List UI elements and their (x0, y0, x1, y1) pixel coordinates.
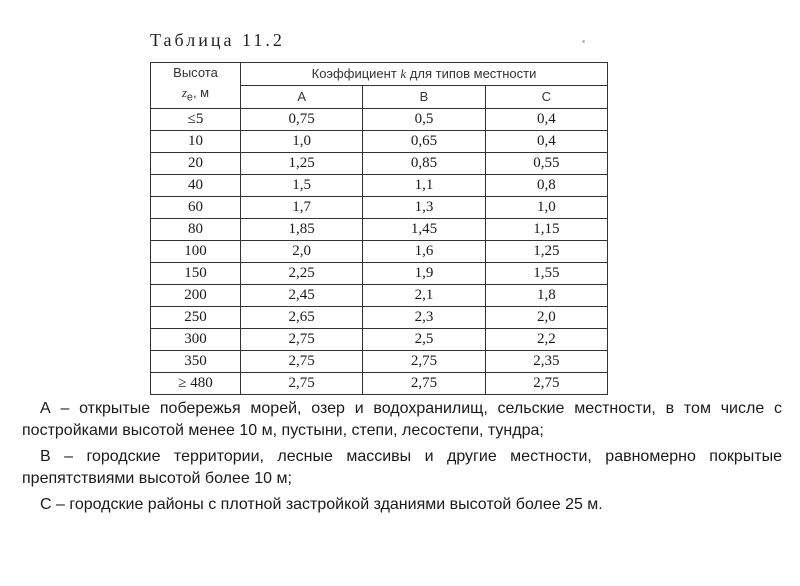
cell-coef-c: 1,55 (485, 262, 607, 284)
cell-coef-a: 2,75 (241, 350, 363, 372)
table-row (151, 372, 608, 394)
table-row (151, 218, 608, 240)
cell-coef-a: 2,0 (241, 240, 363, 262)
cell-coef-a: 2,25 (241, 262, 363, 284)
cell-coef-c: 0,8 (485, 174, 607, 196)
cell-height: 200 (151, 284, 241, 306)
cell-coef-c: 0,55 (485, 152, 607, 174)
height-header-unit: , м (192, 85, 210, 100)
cell-coef-b: 2,1 (363, 284, 485, 306)
cell-coef-b: 2,75 (363, 350, 485, 372)
cell-coef-a: 1,25 (241, 152, 363, 174)
cell-height: 100 (151, 240, 241, 262)
table-row (151, 108, 608, 130)
cell-height: 20 (151, 152, 241, 174)
cell-coef-a: 2,65 (241, 306, 363, 328)
cell-height: 350 (151, 350, 241, 372)
cell-coef-b: 1,9 (363, 262, 485, 284)
cell-coef-b: 1,3 (363, 196, 485, 218)
coef-header-post: для типов местности (406, 66, 537, 82)
note-terrain-c (22, 494, 782, 516)
cell-height: 40 (151, 174, 241, 196)
coef-header-var: k (400, 66, 407, 82)
cell-height: 150 (151, 262, 241, 284)
cell-coef-a: 1,5 (241, 174, 363, 196)
cell-height: 250 (151, 306, 241, 328)
table-row (151, 328, 608, 350)
coefficient-table (150, 62, 608, 395)
scan-speck (582, 40, 585, 43)
coef-header-pre: Коэффициент (311, 66, 401, 82)
cell-coef-b: 2,75 (363, 372, 485, 394)
cell-height: ≥ 480 (151, 372, 241, 394)
note-terrain-a (22, 398, 782, 442)
cell-coef-b: 0,85 (363, 152, 485, 174)
cell-coef-c: 0,4 (485, 108, 607, 130)
cell-coef-c: 2,75 (485, 372, 607, 394)
cell-coef-a: 1,7 (241, 196, 363, 218)
cell-coef-b: 1,6 (363, 240, 485, 262)
table-row (151, 350, 608, 372)
note-c-text: С – городские районы с плотной застройкой зданиями высотой более 25 м. (40, 496, 603, 513)
cell-height: 10 (151, 130, 241, 152)
terrain-header-a: A (241, 85, 363, 108)
cell-coef-b: 2,5 (363, 328, 485, 350)
table-row (151, 196, 608, 218)
cell-height: 60 (151, 196, 241, 218)
cell-coef-c: 2,35 (485, 350, 607, 372)
height-header-symbol: z (181, 85, 187, 100)
cell-coef-a: 0,75 (241, 108, 363, 130)
cell-coef-c: 2,2 (485, 328, 607, 350)
table-row (151, 174, 608, 196)
terrain-header-b: B (363, 85, 485, 108)
cell-coef-b: 0,65 (363, 130, 485, 152)
note-b-text: В – городские территории, лесные массивы и другие местности, равномерно покрытые препятствиями высотой более 10 м; (22, 448, 782, 487)
cell-coef-a: 1,85 (241, 218, 363, 240)
table-body (151, 108, 608, 394)
note-terrain-b (22, 446, 782, 490)
cell-height: 300 (151, 328, 241, 350)
cell-coef-c: 1,15 (485, 218, 607, 240)
cell-coef-c: 1,8 (485, 284, 607, 306)
table-row (151, 306, 608, 328)
height-header-subscript: e (186, 91, 193, 104)
cell-coef-c: 0,4 (485, 130, 607, 152)
terrain-header-c: C (485, 85, 607, 108)
cell-coef-a: 2,45 (241, 284, 363, 306)
table-row (151, 284, 608, 306)
cell-coef-b: 1,45 (363, 218, 485, 240)
cell-coef-b: 1,1 (363, 174, 485, 196)
cell-height: ≤5 (151, 108, 241, 130)
table-header-row-1 (151, 63, 608, 86)
coefficient-group-header (241, 63, 608, 86)
cell-coef-b: 2,3 (363, 306, 485, 328)
cell-height: 80 (151, 218, 241, 240)
cell-coef-a: 2,75 (241, 328, 363, 350)
table-row (151, 152, 608, 174)
height-header-label: Высота (173, 65, 218, 80)
height-column-header (151, 63, 241, 109)
table-row (151, 262, 608, 284)
cell-coef-c: 1,25 (485, 240, 607, 262)
note-a-text: А – открытые побережья морей, озер и водохранилищ, сельские местности, в том числе с постройками высотой менее 10 м, пустыни, степи, лесостепи, тундра; (22, 400, 782, 439)
table-row (151, 130, 608, 152)
cell-coef-a: 2,75 (241, 372, 363, 394)
table-row (151, 240, 608, 262)
cell-coef-a: 1,0 (241, 130, 363, 152)
cell-coef-c: 1,0 (485, 196, 607, 218)
terrain-notes (22, 398, 782, 520)
cell-coef-c: 2,0 (485, 306, 607, 328)
table-caption: Таблица 11.2 (150, 30, 285, 50)
cell-coef-b: 0,5 (363, 108, 485, 130)
